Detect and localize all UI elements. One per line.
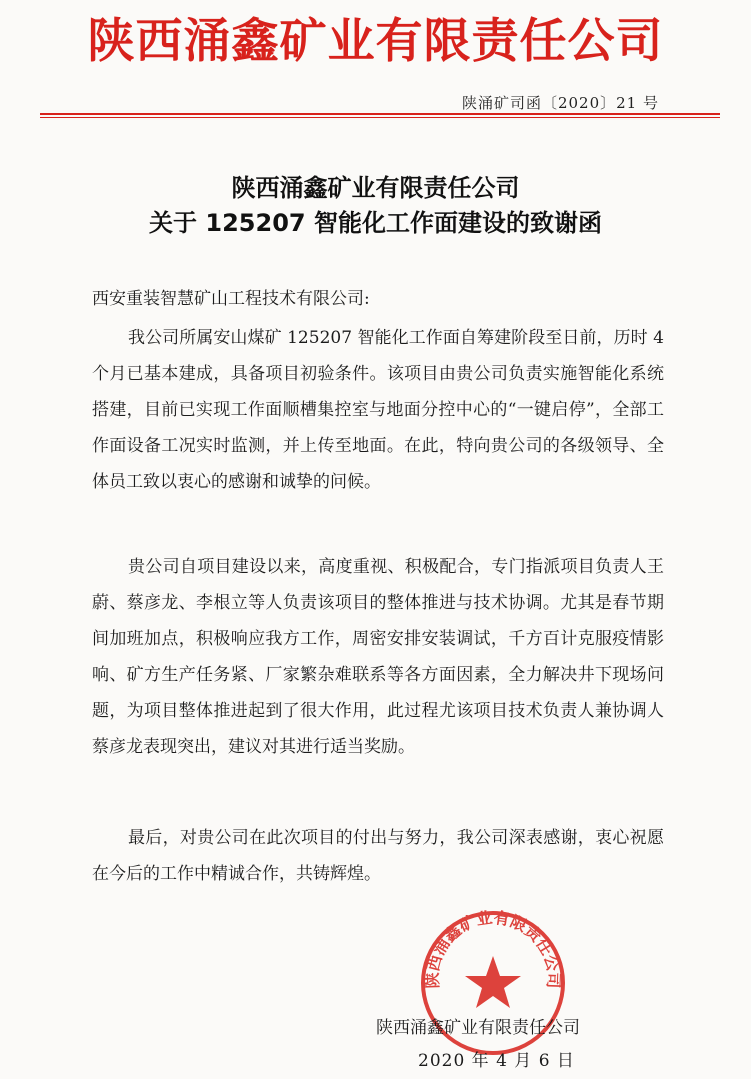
letterhead-rule bbox=[40, 113, 720, 115]
title-line-2: 关于 125207 智能化工作面建设的致谢函 bbox=[149, 209, 602, 237]
seal-text: 陕西涌鑫矿业有限责任公司 bbox=[422, 908, 564, 989]
paragraph-3: 最后，对贵公司在此次项目的付出与努力，我公司深表感谢，衷心祝愿在今后的工作中精诚合作，共铸辉煌。 bbox=[92, 828, 664, 884]
recipient: 西安重装智慧矿山工程技术有限公司: bbox=[92, 289, 370, 309]
letterhead-rule-thin bbox=[40, 117, 720, 118]
signature-company: 陕西涌鑫矿业有限责任公司 bbox=[376, 1018, 580, 1038]
title-line-1: 陕西涌鑫矿业有限责任公司 bbox=[231, 174, 520, 202]
letterhead-company-name: 陕西涌鑫矿业有限责任公司 bbox=[87, 14, 664, 69]
paragraph-1: 我公司所属安山煤矿 125207 智能化工作面自筹建阶段至日前，历时 4 个月已基本建成，具备项目初验条件。该项目由贵公司负责实施智能化系统搭建，目前已实现工作面顺槽集控室与地面分控中心的“一键启停”，全部工作面设备工况实时监测，并上传至地面。在此，特向贵公司的各级领导、全体员工致以衷心的感谢和诚挚的问候。 bbox=[92, 328, 664, 492]
document-number: 陕涌矿司函〔2020〕21 号 bbox=[461, 94, 659, 112]
paragraph-2: 贵公司自项目建设以来，高度重视、积极配合，专门指派项目负责人王蔚、蔡彦龙、李根立等人负责该项目的整体推进与技术协调。尤其是春节期间加班加点，积极响应我方工作，周密安排安装调试，千方百计克服疫情影响、矿方生产任务紧、厂家繁杂难联系等各方面因素，全力解决井下现场问题，为项目整体推进起到了很大作用，此过程尤该项目技术负责人兼协调人蔡彦龙表现突出，建议对其进行适当奖励。 bbox=[92, 557, 664, 757]
seal-star-icon bbox=[465, 956, 521, 1008]
signature-date: 2020 年 4 月 6 日 bbox=[418, 1051, 575, 1071]
